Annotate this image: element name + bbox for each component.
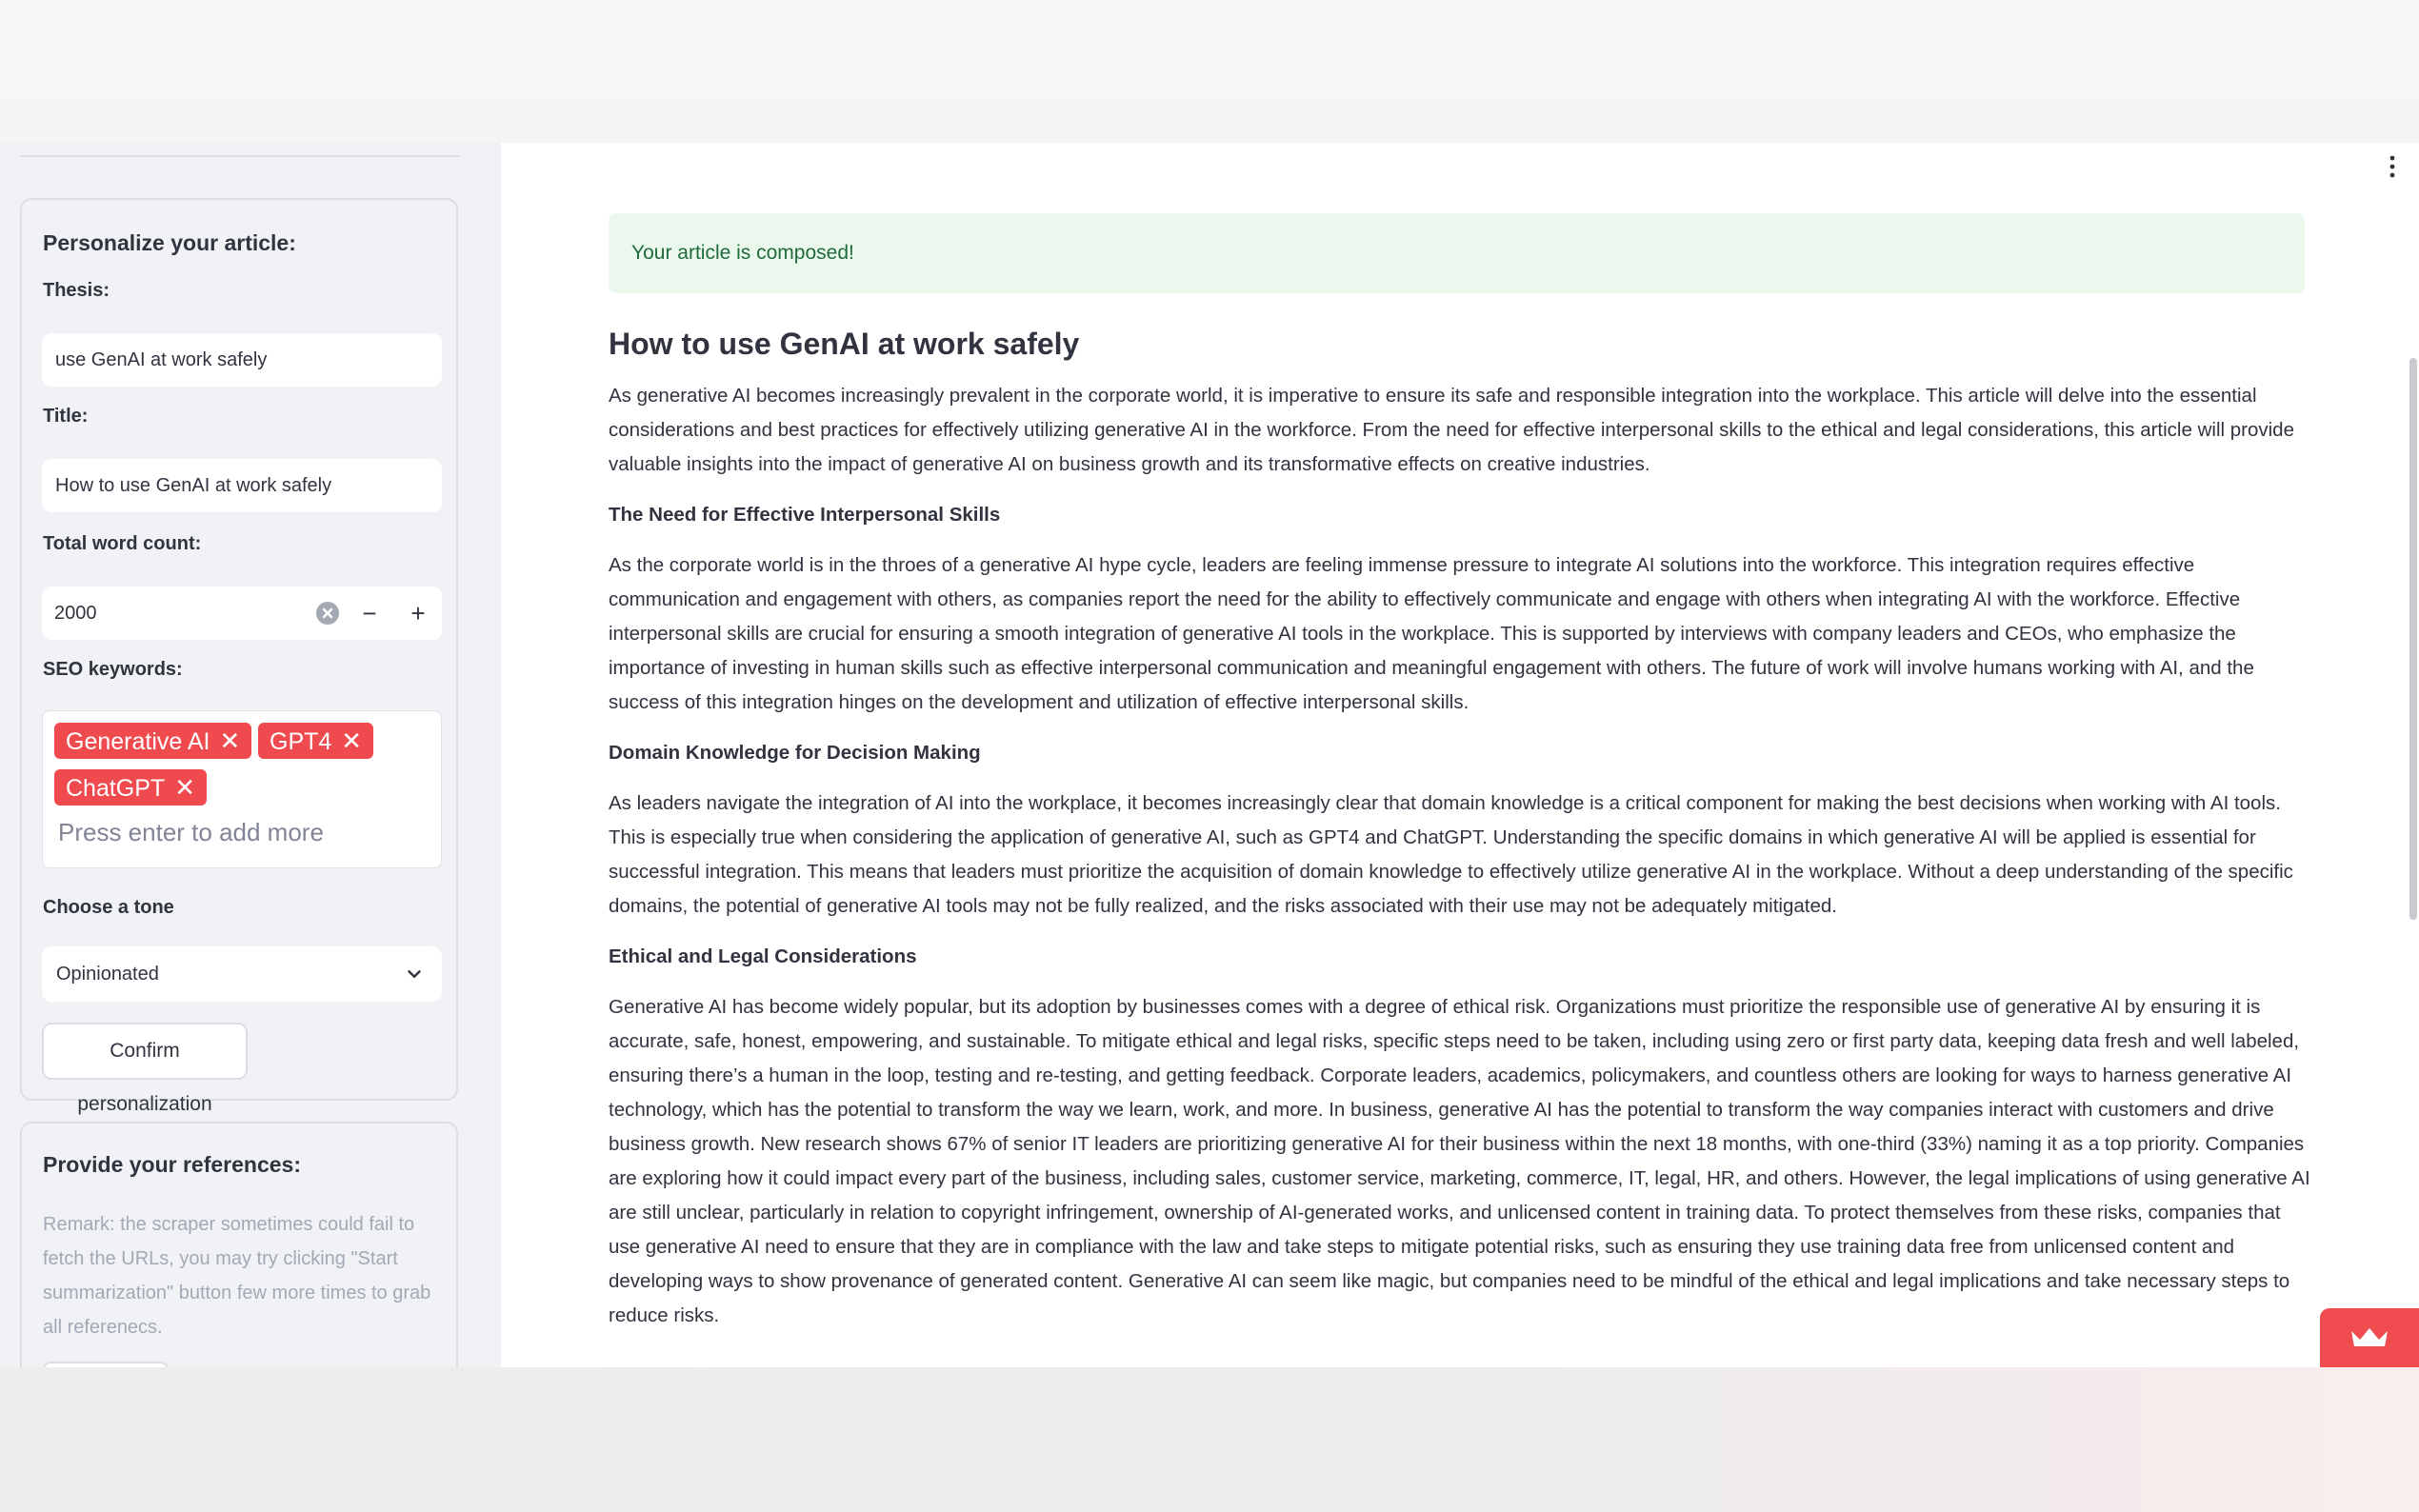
title-input[interactable] [42, 459, 442, 512]
section-body: As leaders navigate the integration of AI into the workplace, it becomes increasingly clear that domain knowledge is a critical component for making the best decisions when working with AI tools. This is especially true when considering the application of generative AI, such as GPT4 and ChatGPT. Understanding the specific domains in which generative AI will be applied is essential for successful integration. This means that leaders must prioritize the acquisition of domain knowledge to effectively utilize generative AI in the workplace. Without a deep understanding of the specific domains, the potential of generative AI tools may not be fully realized, and the risks associated with their use may not be adequately mitigated. [609, 792, 2293, 917]
success-alert: Your article is composed! [609, 213, 2305, 293]
section-heading: The Need for Effective Interpersonal Skills [609, 504, 1001, 526]
keyword-tag-label: ChatGPT [66, 775, 166, 802]
streamlit-badge[interactable] [2320, 1308, 2419, 1367]
word-count-label: Total word count: [43, 533, 202, 554]
close-icon[interactable]: ✕ [219, 726, 241, 755]
references-remark: Remark: the scraper sometimes could fail to fetch the URLs, you may try clicking "Start summarization" button few more times to grab all referenecs. [43, 1214, 431, 1338]
top-backdrop [0, 0, 2419, 143]
references-card [20, 1122, 458, 1367]
section-heading: Ethical and Legal Considerations [609, 945, 917, 967]
kebab-menu-icon[interactable] [2387, 154, 2398, 179]
personalize-card [20, 198, 458, 1115]
seo-keywords-input[interactable] [42, 710, 442, 868]
keyword-tag [54, 723, 251, 759]
tone-select[interactable] [42, 946, 442, 1002]
seo-keywords-label: SEO keywords: [43, 659, 183, 680]
clear-icon[interactable] [316, 602, 339, 625]
title-label: Title: [43, 406, 89, 427]
sidebar [0, 143, 501, 1367]
personalize-heading: Personalize your article: [43, 230, 296, 255]
close-icon[interactable]: ✕ [341, 726, 363, 755]
article [609, 324, 2313, 1350]
crown-icon [2349, 1325, 2390, 1350]
keyword-tag [258, 723, 373, 759]
thesis-input[interactable] [42, 333, 442, 387]
word-count-input[interactable] [42, 587, 442, 640]
section-body: As the corporate world is in the throes of a generative AI hype cycle, leaders are feeling immense pressure to integrate AI solutions into the workforce. This integration requires effective communication and engagement with others, as companies report the need for the ability to effectively communicate and engage with others when integrating AI with the workforce. Effective interpersonal skills are crucial for ensuring a smooth integration of generative AI tools in the workplace. This is supported by interviews with company leaders and CEOs, who emphasize the importance of investing in human skills such as effective interpersonal communication and meaningful engagement with others. The future of work will involve humans working with AI, and the success of this integration hinges on the development and utilization of effective interpersonal skills. [609, 554, 2254, 713]
article-title: How to use GenAI at work safely [609, 327, 1080, 361]
keyword-tag [54, 769, 207, 806]
section-heading: Domain Knowledge for Decision Making [609, 742, 981, 764]
keyword-input-placeholder[interactable]: Press enter to add more [58, 818, 324, 846]
close-icon[interactable]: ✕ [174, 773, 195, 802]
references-heading: Provide your references: [43, 1152, 302, 1177]
tone-selected-value[interactable]: Opinionated [56, 964, 159, 985]
keyword-tag-label: GPT4 [270, 728, 332, 755]
word-count-value[interactable]: 2000 [54, 603, 97, 624]
main-content [501, 143, 2419, 1367]
article-intro: As generative AI becomes increasingly prevalent in the corporate world, it is imperative to ensure its safe and responsible integration into the workplace. This article will delve into the essential considerations and best practices for effectively utilizing generative AI in the workforce. From the need for effective interpersonal skills to the ethical and legal considerations, this article will provide valuable insights into the impact of generative AI on business growth and its transformative effects on creative industries. [609, 385, 2294, 475]
decrement-button[interactable]: − [362, 599, 377, 627]
chevron-down-icon [404, 964, 425, 985]
thesis-label: Thesis: [43, 280, 110, 301]
keyword-tag-label: Generative AI [66, 728, 210, 755]
increment-button[interactable]: + [410, 599, 426, 627]
sidebar-divider [20, 155, 460, 157]
confirm-personalization-button[interactable]: Confirm personalization [42, 1023, 248, 1080]
scrollbar[interactable] [2409, 358, 2417, 920]
bottom-backdrop [0, 1367, 2419, 1512]
tone-label: Choose a tone [43, 897, 174, 918]
section-body: Generative AI has become widely popular, but its adoption by businesses comes with a degree of ethical risk. Organizations must prioritize the responsible use of generative AI by ensuring it is accurate, safe, honest, empowering, and sustainable. To mitigate ethical and legal risks, specific steps need to be taken, including using zero or first party data, keeping data fresh and well labeled, ensuring there’s a human in the loop, testing and re-testing, and getting feedback. Corporate leaders, academics, policymakers, and countless others are looking for ways to harness generative AI technology, which has the potential to transform the way we learn, work, and more. In business, generative AI has the potential to transform the way companies interact with customers and drive business growth. New research shows 67% of senior IT leaders are prioritizing generative AI for their business within the next 18 months, with one-third (33%) naming it as a top priority. Companies are exploring how it could impact every part of the business, including sales, customer service, marketing, commerce, IT, legal, HR, and others. However, the legal implications of using generative AI are still unclear, particularly in relation to copyright infringement, ownership of AI-generated works, and unlicensed content in training data. To protect themselves from these risks, companies that use generative AI need to ensure that they are in compliance with the law and take steps to mitigate potential risks, such as ensuring they use training data free from unlicensed content and developing ways to show provenance of generated content. Generative AI can seem like magic, but companies need to be mindful of the ethical and legal implications and take necessary steps to reduce risks. [609, 996, 2310, 1326]
